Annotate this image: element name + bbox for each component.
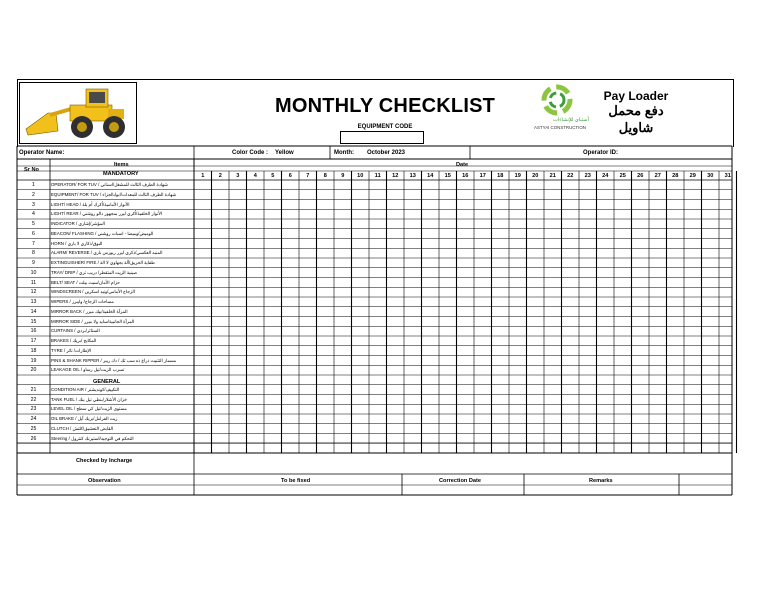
month-value: October 2023 bbox=[367, 150, 406, 156]
day-25-header: 25 bbox=[619, 173, 626, 179]
item-number: 5 bbox=[32, 221, 35, 227]
to-be-fixed-label: To be fixed bbox=[281, 478, 311, 484]
item-number: 9 bbox=[32, 260, 35, 266]
item-label: TRAY/ DRIP / صينية الزيت المتقطر/ دريب تري bbox=[51, 269, 137, 275]
item-label: LEAKAGE OIL / تسرب الزيت/تيل رساو bbox=[51, 367, 125, 373]
day-4-header: 4 bbox=[253, 173, 257, 179]
equipment-code-label: EQUIPMENT CODE bbox=[357, 124, 413, 130]
day-30-header: 30 bbox=[707, 173, 714, 179]
day-29-header: 29 bbox=[689, 173, 696, 179]
day-10-header: 10 bbox=[357, 173, 364, 179]
vehicle-name-arabic-1: دفع محمل bbox=[608, 103, 664, 118]
item-number: 26 bbox=[30, 435, 37, 442]
item-number: 25 bbox=[30, 425, 37, 432]
day-1-header: 1 bbox=[201, 173, 205, 179]
day-26-header: 26 bbox=[637, 173, 644, 179]
item-number: 6 bbox=[32, 230, 35, 237]
item-label: CLUTCH / القابض التعشيق/كلتش bbox=[51, 425, 113, 431]
item-number: 3 bbox=[32, 201, 35, 208]
item-label: INDICATOR / المؤشر/إشاري bbox=[51, 221, 105, 226]
day-2-header: 2 bbox=[218, 173, 222, 179]
item-label: BELT/ SEAT / حزام الأمان/سيت بيلت bbox=[51, 279, 120, 285]
day-20-header: 20 bbox=[532, 173, 539, 179]
item-label: WINDSCREEN / الزجاج الأمامي/ونيد اسكرين bbox=[51, 289, 135, 295]
vehicle-name-arabic-2: شاويل bbox=[618, 120, 654, 135]
item-label: CURTAINS / الستائر/بردي bbox=[51, 328, 100, 334]
operator-id-label: Operator ID: bbox=[583, 150, 619, 156]
day-22-header: 22 bbox=[567, 173, 574, 179]
day-3-header: 3 bbox=[236, 173, 240, 179]
company-arabic-name: أستياي للإنشاءات bbox=[553, 117, 589, 123]
correction-date-label: Correction Date bbox=[439, 478, 481, 484]
day-28-header: 28 bbox=[672, 173, 679, 179]
day-12-header: 12 bbox=[392, 173, 399, 179]
item-label: LIGHT/ REAR / الأنوار الخلفية/أكري ليرر بمجهور دالو روشني bbox=[51, 211, 162, 217]
sr-no-header: Sr No bbox=[24, 167, 39, 173]
date-header: Date bbox=[456, 162, 469, 168]
day-23-header: 23 bbox=[584, 173, 591, 179]
item-number: 18 bbox=[30, 347, 37, 354]
month-label: Month: bbox=[334, 150, 354, 156]
day-9-header: 9 bbox=[341, 173, 345, 179]
item-label: BRAKES / المكابح /بريك bbox=[51, 338, 97, 343]
company-english-name: ASTYAI CONSTRUCTION bbox=[534, 125, 586, 130]
item-label: TANK FUEL / خزان الأشلار/بنطي تيل ينك bbox=[51, 396, 127, 402]
item-number: 12 bbox=[30, 289, 37, 296]
item-label: TYRE / الإطارات/ تائر bbox=[51, 347, 92, 353]
item-label: HORN / البوق/ذكاري لا باري bbox=[51, 240, 103, 246]
remarks-label: Remarks bbox=[589, 478, 613, 484]
day-31-header: 31 bbox=[724, 173, 731, 179]
item-label: WIPERS / مساحات الزجاج/ وايبرز bbox=[51, 299, 114, 304]
day-19-header: 19 bbox=[514, 173, 521, 179]
item-number: 23 bbox=[30, 406, 37, 413]
general-header: GENERAL bbox=[93, 379, 121, 385]
item-number: 17 bbox=[30, 338, 37, 344]
item-label: LIGHT/ HEAD / الأنوار الأمامية/أكرك أم بلة bbox=[51, 201, 130, 207]
item-number: 20 bbox=[30, 367, 37, 374]
day-6-header: 6 bbox=[288, 173, 292, 179]
day-14-header: 14 bbox=[427, 173, 434, 179]
item-number: 1 bbox=[32, 182, 35, 188]
mandatory-header: MANDATORY bbox=[103, 171, 139, 177]
day-17-header: 17 bbox=[479, 173, 486, 179]
day-13-header: 13 bbox=[409, 173, 416, 179]
item-number: 24 bbox=[30, 416, 37, 422]
page-title: MONTHLY CHECKLIST bbox=[274, 95, 496, 117]
item-label: OPERATOR/ FOR TUV / شهادة الطرف الثالث للمشغل/اسناني bbox=[51, 182, 168, 187]
day-16-header: 16 bbox=[462, 173, 469, 179]
item-label: BEACON/ FLASHING / الوميض/وميضا - اسبات روشني bbox=[51, 230, 154, 236]
item-number: 15 bbox=[30, 318, 37, 325]
item-label: ALARM/ REVERSE / المنبه العكسي/ذكري ليرر ريورس باري bbox=[51, 250, 163, 256]
item-number: 16 bbox=[30, 328, 37, 335]
day-7-header: 7 bbox=[306, 173, 310, 179]
item-label: CONDITION AIR / التكييف/كونديشنر bbox=[51, 386, 120, 392]
item-number: 4 bbox=[32, 211, 35, 218]
item-number: 13 bbox=[30, 299, 37, 305]
item-number: 11 bbox=[30, 279, 37, 286]
day-5-header: 5 bbox=[271, 173, 275, 179]
item-number: 14 bbox=[30, 308, 37, 315]
item-label: MIRROR BACK / المرآة الخلفية/بيك ميرر bbox=[51, 308, 128, 314]
observation-label: Observation bbox=[88, 478, 121, 484]
item-number: 7 bbox=[32, 240, 35, 247]
color-code-label: Color Code : bbox=[232, 150, 268, 156]
item-label: PINS & SHANK RIPPER / مسمار التثبيت ذراع ذه سب ثك / دك ريبر bbox=[51, 357, 177, 363]
item-label: EXTINGUISHER/ FIRE / طفاية الحريق/آلة بجهاوي لا الة bbox=[51, 260, 155, 265]
item-number: 10 bbox=[30, 269, 37, 276]
item-label: MIRROR SIDE / المرآة الجانبية/سايد ولا ميرر bbox=[51, 318, 135, 324]
item-label: LEVEL OIL / مستوى الزيت/تيل كي سطح bbox=[51, 406, 127, 412]
item-label: EQUIPMENT/ FOR TUV / شهادة الطرف الثالث للمعدات/ابوابالجزاء bbox=[51, 191, 177, 197]
day-18-header: 18 bbox=[497, 173, 504, 179]
color-code-value: Yellow bbox=[275, 150, 294, 156]
item-number: 2 bbox=[32, 191, 35, 198]
item-label: OIL BRAKE / زيت الفرامل/بريك آيل bbox=[51, 416, 118, 421]
day-15-header: 15 bbox=[444, 173, 451, 179]
item-number: 8 bbox=[32, 250, 35, 257]
operator-name-label: Operator Name: bbox=[19, 150, 65, 156]
item-number: 21 bbox=[30, 386, 37, 393]
checked-by-incharge-label: Checked by Incharge bbox=[76, 458, 133, 464]
item-label: Steering / التحكم في التوجيه/استيرنك كنترول bbox=[51, 435, 134, 441]
item-number: 22 bbox=[30, 396, 37, 403]
vehicle-name-english: Pay Loader bbox=[603, 89, 669, 103]
day-27-header: 27 bbox=[654, 173, 661, 179]
day-21-header: 21 bbox=[549, 173, 556, 179]
item-number: 19 bbox=[30, 357, 37, 364]
day-11-header: 11 bbox=[374, 173, 381, 179]
items-header: Items bbox=[114, 162, 129, 168]
day-24-header: 24 bbox=[602, 173, 609, 179]
day-8-header: 8 bbox=[323, 173, 327, 179]
